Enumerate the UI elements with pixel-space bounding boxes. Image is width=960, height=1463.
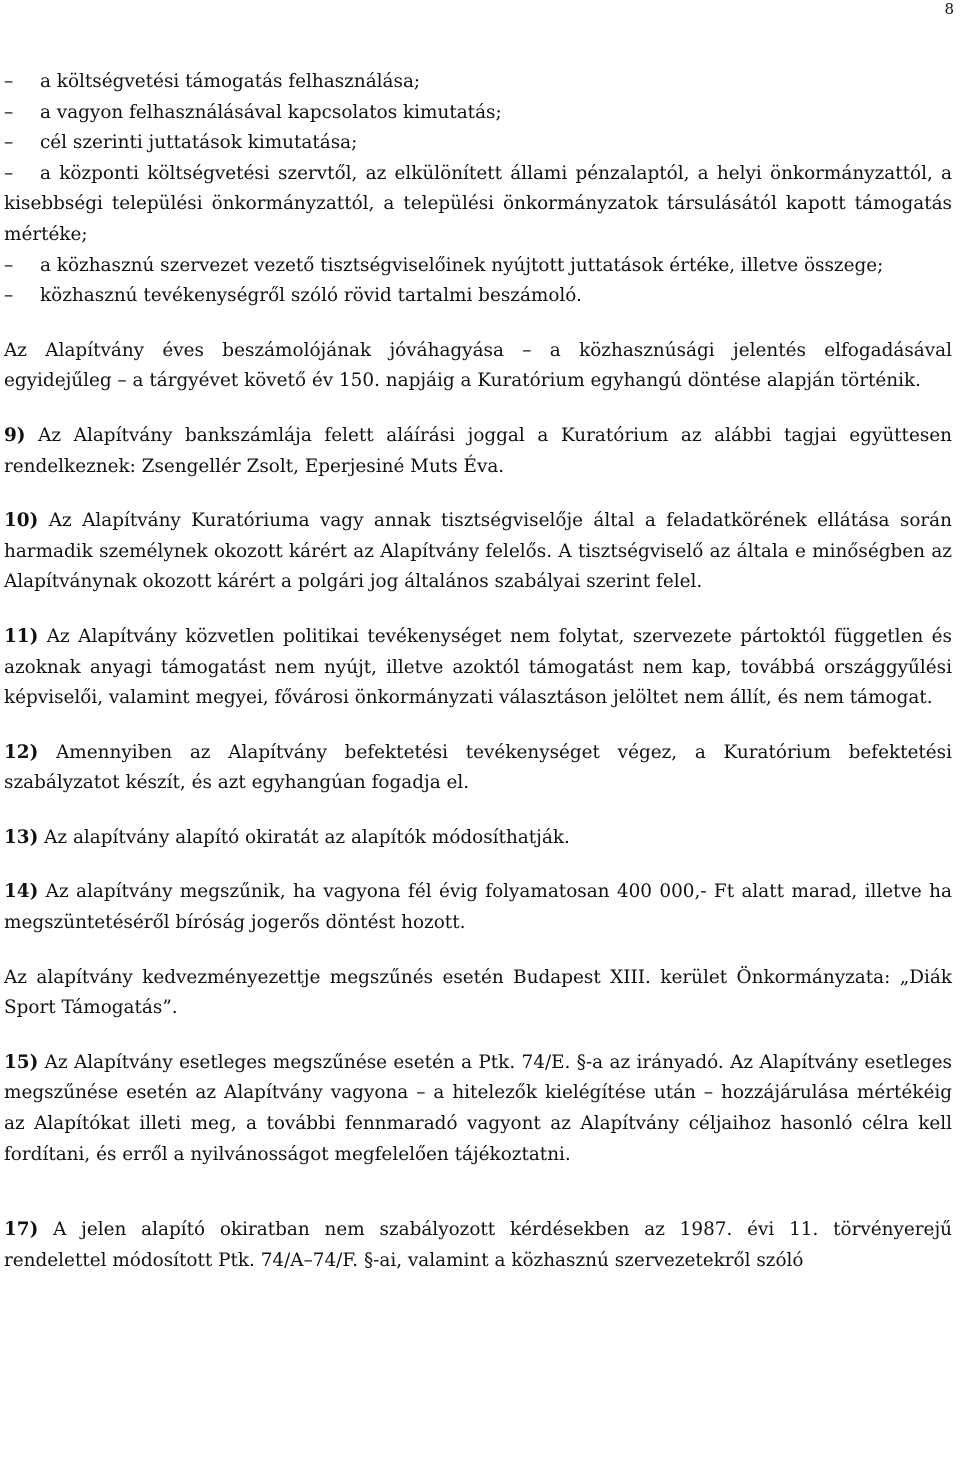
dash-marker: –: [4, 71, 14, 92]
dash-list: [4, 67, 952, 312]
dash-marker: –: [4, 162, 14, 184]
paragraph-number: 17): [4, 1219, 39, 1241]
document-body: [4, 67, 952, 1276]
paragraph-number: 12): [4, 741, 39, 763]
paragraph-9: 9) Az Alapítvány bankszámlája felett aláírási joggal a Kuratórium az alábbi tagjai együttesen rendelkeznek: Zsengellér Zsolt, Eperjesiné Muts Éva.: [4, 424, 952, 477]
list-item: – közhasznú tevékenységről szóló rövid tartalmi beszámoló.: [4, 281, 952, 312]
dash-marker: –: [4, 254, 14, 276]
paragraph-10: 10) Az Alapítvány Kuratóriuma vagy annak tisztségviselője által a feladatkörének ellátása során harmadik személynek okozott kárért az Alapítvány felelős. A tisztségviselő az általa e minőségben az Alapítványnak okozott kárért a polgári jog általános szabályai szerint felel.: [4, 510, 952, 593]
list-item: – a költségvetési támogatás felhasználása;: [4, 67, 952, 98]
paragraph-number: 10): [4, 510, 39, 532]
paragraph-beneficiary: Az alapítvány kedvezményezettje megszűnés esetén Budapest XIII. kerület Önkormányzata: „Diák Sport Támogatás”.: [4, 966, 952, 1019]
paragraph-12: 12) Amennyiben az Alapítvány befektetési tevékenységet végez, a Kuratórium befektetési szabályzatot készít, és azt egyhangúan fogadja el.: [4, 741, 952, 794]
paragraph-13: 13) Az alapítvány alapító okiratát az alapítók módosíthatják.: [4, 826, 570, 848]
list-item: – a központi költségvetési szervtől, az elkülönített állami pénzalaptól, a helyi önkormányzattól, a kisebbségi települési önkormányzattól, a települési önkormányzatok társulásától kapott támogatás mértéke;: [4, 159, 952, 251]
paragraph-number: 13): [4, 826, 39, 848]
paragraph-number: 11): [4, 625, 39, 647]
paragraph-number: 15): [4, 1051, 39, 1073]
paragraph-17: 17) A jelen alapító okiratban nem szabályozott kérdésekben az 1987. évi 11. törvényerejű rendelettel módosított Ptk. 74/A–74/F. §-ai, valamint a közhasznú szervezetekről szóló: [4, 1219, 952, 1271]
paragraph-number: 9): [4, 424, 26, 446]
list-item: – cél szerinti juttatások kimutatása;: [4, 128, 952, 159]
paragraph-approval: Az Alapítvány éves beszámolójának jóváhagyása – a közhasznúsági jelentés elfogadásával egyidejűleg – a tárgyévet követő év 150. napjáig a Kuratórium egyhangú döntése alapján történik.: [4, 339, 952, 392]
dash-marker: –: [4, 285, 14, 307]
paragraph-number: 14): [4, 881, 39, 903]
page-number: 8: [944, 0, 954, 18]
paragraph-11: 11) Az Alapítvány közvetlen politikai tevékenységet nem folytat, szervezete pártoktól független és azoknak anyagi támogatást nem nyújt, illetve azoktól támogatást nem kap, továbbá országgyűlési képviselői, valamint megyei, fővárosi önkormányzati választáson jelöltet nem állít, és nem támogat.: [4, 625, 952, 709]
paragraph-14: 14) Az alapítvány megszűnik, ha vagyona fél évig folyamatosan 400 000,- Ft alatt marad, illetve ha megszüntetéséről bíróság jogerős döntést hozott.: [4, 881, 952, 934]
paragraph-15: 15) Az Alapítvány esetleges megszűnése esetén a Ptk. 74/E. §-a az irányadó. Az Alapítvány esetleges megszűnése esetén az Alapítvány vagyona – a hitelezők kielégítése után – hozzájárulása mértékéig az Alapítókat illeti meg, a további fennmaradó vagyont az Alapítvány céljaihoz hasonló célra kell fordítani, és erről a nyilvánosságot megfelelően tájékoztatni.: [4, 1051, 952, 1165]
list-item: – a vagyon felhasználásával kapcsolatos kimutatás;: [4, 98, 952, 129]
dash-marker: –: [4, 132, 14, 154]
list-item: – a közhasznú szervezet vezető tisztségviselőinek nyújtott juttatások értéke, illetve összege;: [4, 251, 952, 282]
dash-marker: –: [4, 101, 14, 123]
